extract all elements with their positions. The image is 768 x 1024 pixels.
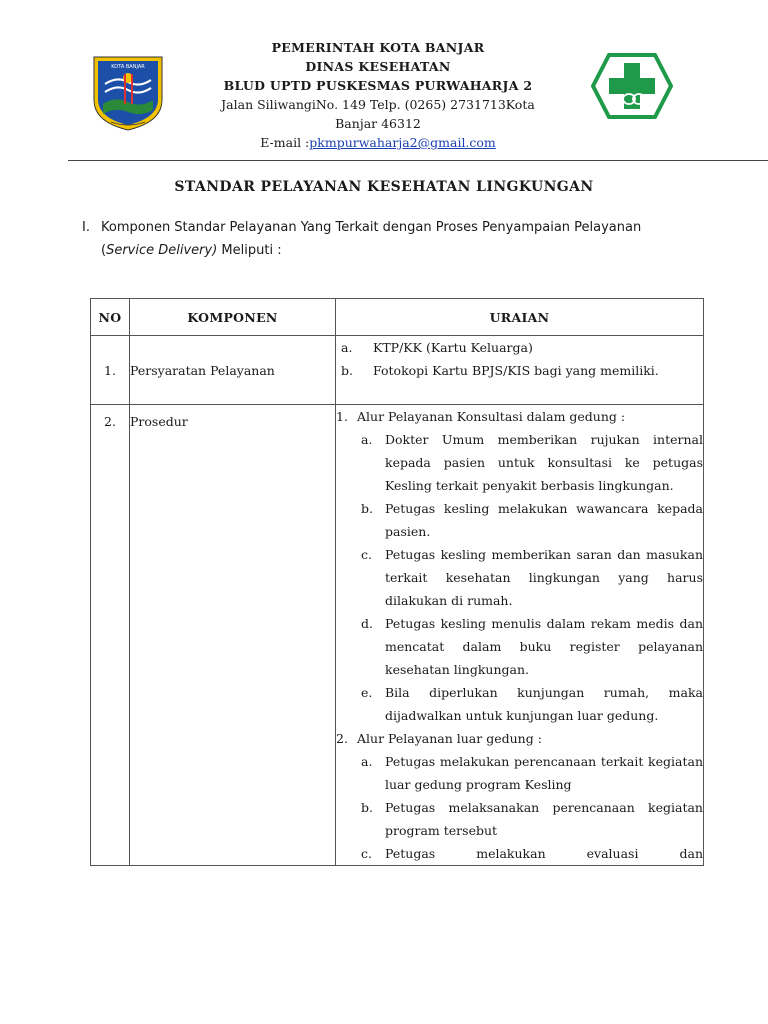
email-link[interactable]: pkmpurwaharja2@gmail.com <box>309 135 496 150</box>
item-text: Petugas melakukan evaluasi dan <box>385 846 703 861</box>
item-text: KTP/KK (Kartu Keluarga) <box>373 340 533 355</box>
row-uraian <box>336 336 704 405</box>
table-row <box>91 405 704 866</box>
item-marker: d. <box>361 616 373 631</box>
list-item <box>336 842 703 865</box>
puskesmas-logo <box>591 53 673 119</box>
item-marker: c. <box>361 547 372 562</box>
address-line-2: Banjar 46312 <box>335 116 421 131</box>
header-komponen: KOMPONEN <box>130 299 336 336</box>
item-marker: a. <box>361 754 373 769</box>
email-label: E-mail : <box>260 135 310 150</box>
section-marker: 2. <box>336 731 348 746</box>
letterhead <box>170 38 586 152</box>
crest-text: KOTA BANJAR <box>111 64 145 70</box>
section-heading <box>336 405 703 428</box>
list-item <box>336 750 703 796</box>
kota-banjar-crest-logo <box>91 54 165 132</box>
item-text: Petugas melakukan perencanaan terkait kegiatan luar gedung program Kesling <box>385 754 703 792</box>
table-row <box>91 336 704 405</box>
document-title: STANDAR PELAYANAN KESEHATAN LINGKUNGAN <box>174 179 594 195</box>
section-title: Alur Pelayanan Konsultasi dalam gedung : <box>357 409 626 424</box>
list-item <box>336 359 703 382</box>
letterhead-line-2: DINAS KESEHATAN <box>305 59 451 74</box>
list-item <box>336 428 703 497</box>
table-header-row <box>91 299 704 336</box>
list-item <box>336 796 703 842</box>
list-item <box>336 681 703 727</box>
header-divider <box>68 160 768 161</box>
letterhead-line-3: BLUD UPTD PUSKESMAS PURWAHARJA 2 <box>223 78 533 93</box>
list-item <box>336 543 703 612</box>
header-no: NO <box>91 299 130 336</box>
item-marker: e. <box>361 685 373 700</box>
item-text: Petugas kesling melakukan wawancara kepada pasien. <box>385 501 703 539</box>
item-text: Petugas kesling memberikan saran dan masukan terkait kesehatan lingkungan yang harus dilakukan di rumah. <box>385 547 703 608</box>
item-marker: b. <box>361 800 373 815</box>
komponen-label: Persyaratan Pelayanan <box>130 362 275 378</box>
row-number: 1. <box>91 336 130 405</box>
intro-italic-term: Service Delivery) <box>106 243 218 258</box>
list-item <box>336 336 703 359</box>
item-marker: b. <box>361 501 373 516</box>
header-uraian: URAIAN <box>336 299 704 336</box>
row-uraian <box>336 405 704 866</box>
item-marker: b. <box>341 363 353 378</box>
standard-table <box>90 298 704 866</box>
section-heading <box>336 727 703 750</box>
item-text: Fotokopi Kartu BPJS/KIS bagi yang memiliki. <box>373 363 659 378</box>
item-text: Dokter Umum memberikan rujukan internal kepada pasien untuk konsultasi ke petugas Kesling terkait penyakit berbasis lingkungan. <box>385 432 703 493</box>
item-marker: a. <box>361 432 373 447</box>
row-number: 2. <box>91 405 130 866</box>
item-marker: c. <box>361 846 372 861</box>
list-item <box>336 497 703 543</box>
item-text: Bila diperlukan kunjungan rumah, maka dijadwalkan untuk kunjungan luar gedung. <box>385 685 703 723</box>
intro-number: I. <box>82 220 90 235</box>
row-komponen <box>130 336 336 405</box>
intro-tail: Meliputi : <box>217 243 282 258</box>
address-line-1: Jalan SiliwangiNo. 149 Telp. (0265) 2731713Kota <box>221 97 535 112</box>
row-komponen <box>130 405 336 866</box>
intro-paren: ( <box>101 243 107 258</box>
section-marker: 1. <box>336 409 348 424</box>
email-line <box>170 133 586 152</box>
letterhead-line-1: PEMERINTAH KOTA BANJAR <box>271 40 485 55</box>
komponen-label: Prosedur <box>130 414 188 429</box>
item-marker: a. <box>341 340 353 355</box>
section-title: Alur Pelayanan luar gedung : <box>357 731 542 746</box>
list-item <box>336 612 703 681</box>
intro-text: Komponen Standar Pelayanan Yang Terkait dengan Proses Penyampaian Pelayanan <box>101 220 642 235</box>
item-text: Petugas melaksanakan perencanaan kegiatan program tersebut <box>385 800 703 838</box>
item-text: Petugas kesling menulis dalam rekam medis dan mencatat dalam buku register pelayanan kesehatan lingkungan. <box>385 616 703 677</box>
intro-paragraph <box>82 216 702 262</box>
